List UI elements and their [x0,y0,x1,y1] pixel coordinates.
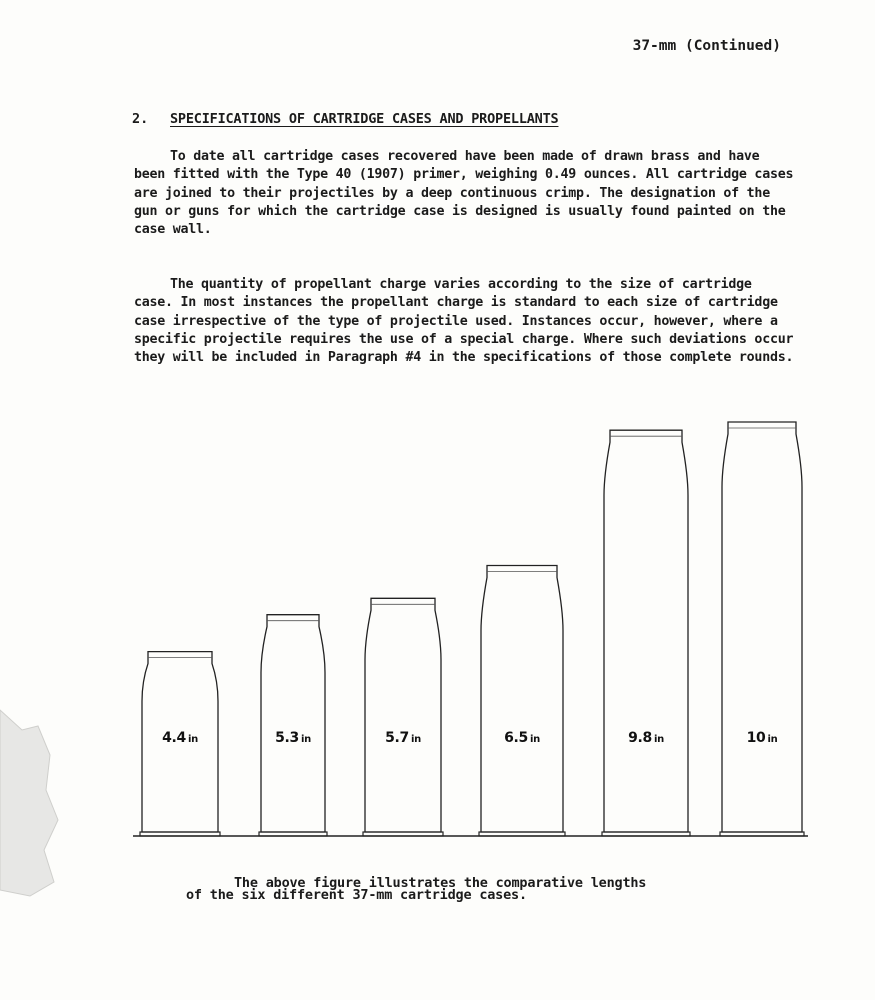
figure-caption [186,877,746,901]
case-length-value: 5.7 [385,730,409,746]
case-length-value: 6.5 [504,730,528,746]
section-number: 2. [132,111,149,127]
case-length-unit: in [410,734,421,745]
paragraph-propellant-charge: The quantity of propellant charge varies according to the size of cartridge case. In most instances the propellant charge is standard to each size of cartridge case irrespective of the type of projectile used. Instances occur, however, where a specific projectile requires the use of a special charge. Where such deviations occur they will be included in Paragraph #4 in the specifications of those complete rounds. [134,277,794,366]
cartridge-case-3 [365,598,441,832]
case-length-label [275,730,311,746]
case-length-label [385,730,421,746]
case-length-unit: in [300,734,311,745]
case-length-label [504,730,540,746]
torn-paper-corner [0,700,60,900]
case-length-label [162,730,198,746]
case-length-unit: in [529,734,540,745]
caption-line-1: The above figure illustrates the comparative lengths [234,875,647,891]
case-length-label [628,730,664,746]
cartridge-case-4 [481,566,563,833]
case-length-unit: in [653,734,664,745]
case-length-value: 4.4 [162,730,186,746]
case-length-value: 10 [746,730,766,746]
cartridge-cases [133,422,808,836]
case-length-value: 5.3 [275,730,299,746]
case-length-value: 9.8 [628,730,652,746]
running-head: 37-mm (Continued) [632,38,781,54]
caption-line-2: of the six different 37-mm cartridge cases. [186,887,527,903]
section-title: SPECIFICATIONS OF CARTRIDGE CASES AND PROPELLANTS [170,111,559,127]
cartridge-case-2 [261,615,325,832]
case-length-unit: in [767,734,778,745]
case-length-unit: in [187,734,198,745]
cartridge-case-5 [604,430,688,832]
paragraph-cartridge-cases: To date all cartridge cases recovered have been made of drawn brass and have been fitted with the Type 40 (1907) primer, weighing 0.49 ounces. All cartridge cases are joined to their projectiles by a deep continuous crimp. The designation of the gun or guns for which the cartridge case is designed is usually found painted on the case wall. [134,149,794,238]
case-length-label [747,730,778,746]
cartridge-case-6 [722,422,802,832]
